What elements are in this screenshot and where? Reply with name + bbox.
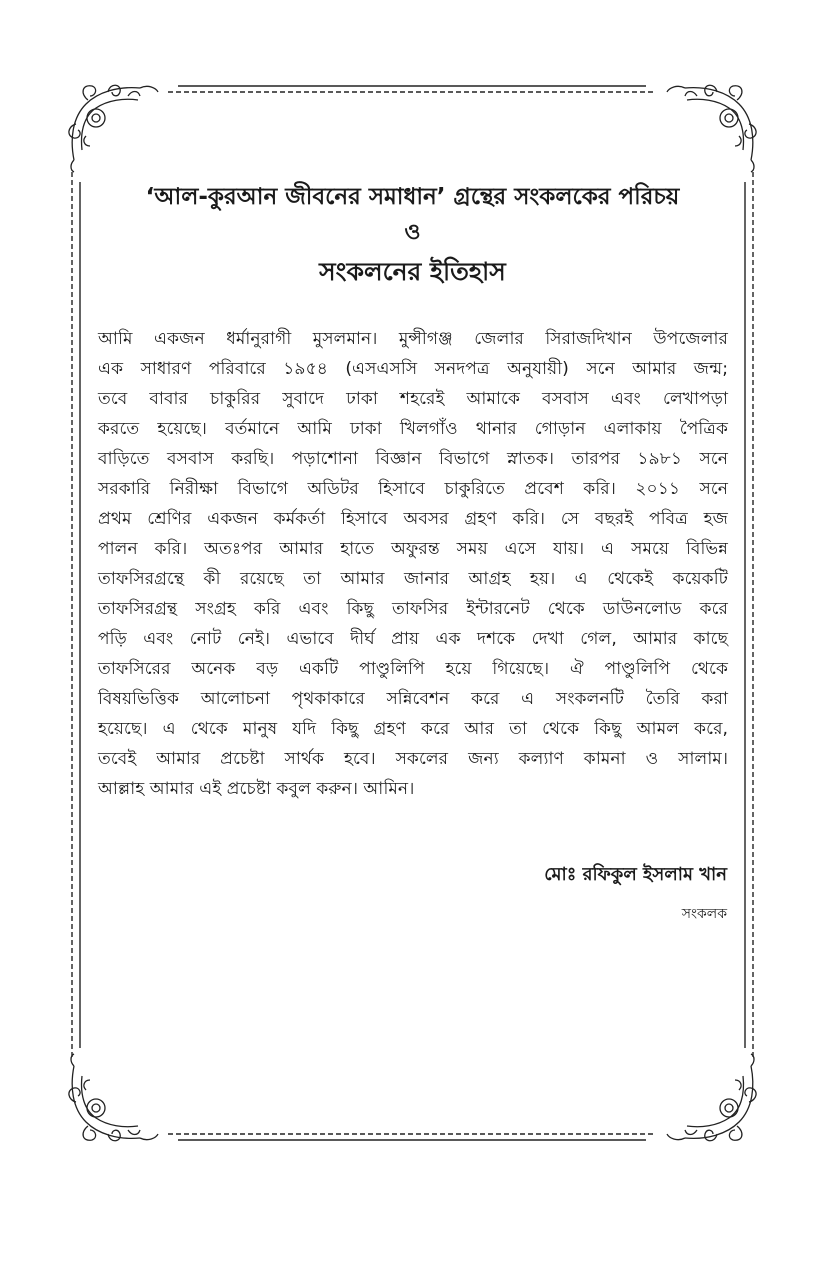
corner-ornament-top-left-icon (69, 85, 158, 172)
body-line: হয়েছে। এ থেকে মানুষ যদি কিছু গ্রহণ করে আর তা থেকে কিছু আমল করে, (98, 719, 728, 739)
body-line: বিষয়ভিত্তিক আলোচনা পৃথকাকারে সন্নিবেশন করে এ সংকলনটি তৈরি করা (98, 689, 728, 709)
corner-ornament-bottom-right-icon (667, 1054, 756, 1141)
body-line: প্রথম শ্রেণির একজন কর্মকর্তা হিসাবে অবসর গ্রহণ করি। সে বছরই পবিত্র হজ (98, 509, 728, 529)
author-role: সংকলক (681, 906, 727, 922)
body-line: তবে বাবার চাকুরির সুবাদে ঢাকা শহরেই আমাকে বসবাস এবং লেখাপড়া (98, 389, 728, 409)
corner-ornament-bottom-left-icon (69, 1054, 158, 1141)
body-line: সরকারি নিরীক্ষা বিভাগে অডিটর হিসাবে চাকুরিতে প্রবেশ করি। ২০১১ সনে (98, 479, 728, 499)
body-line: তাফসিরগ্রন্থে কী রয়েছে তা আমার জানার আগ্রহ হয়। এ থেকেই কয়েকটি (98, 569, 728, 589)
corner-ornament-top-right-icon (667, 85, 756, 172)
body-line: আমি একজন ধর্মানুরাগী মুসলমান। মুন্সীগঞ্জ জেলার সিরাজদিখান উপজেলার (98, 329, 728, 349)
body-paragraph (98, 324, 728, 804)
body-line: এক সাধারণ পরিবারে ১৯৫৪ (এসএসসি সনদপত্র অনুযায়ী) সনে আমার জন্ম; (98, 359, 728, 379)
body-line: পড়ি এবং নোট নেই। এভাবে দীর্ঘ প্রায় এক দশকে দেখা গেল, আমার কাছে (98, 629, 728, 649)
body-line: তবেই আমার প্রচেষ্টা সার্থক হবে। সকলের জন্য কল্যাণ কামনা ও সালাম। (98, 749, 728, 769)
body-line: তাফসিরের অনেক বড় একটি পাণ্ডুলিপি হয়ে গিয়েছে। ঐ পাণ্ডুলিপি থেকে (98, 659, 728, 679)
heading-line-1: ‘আল-কুরআন জীবনের সমাধান’ গ্রন্থের সংকলকের পরিচয় (145, 184, 680, 210)
body-line: তাফসিরগ্রন্থ সংগ্রহ করি এবং কিছু তাফসির ইন্টারনেট থেকে ডাউনলোড করে (98, 599, 728, 619)
author-name: মোঃ রফিকুল ইসলাম খান (544, 864, 727, 885)
heading-line-2: ও (404, 220, 421, 245)
body-line: আল্লাহ আমার এই প্রচেষ্টা কবুল করুন। আমিন। (98, 779, 415, 799)
page-heading (90, 178, 735, 294)
body-line: বাড়িতে বসবাস করছি। পড়াশোনা বিজ্ঞান বিভাগে স্নাতক। তারপর ১৯৮১ সনে (98, 449, 728, 469)
body-line: করতে হয়েছে। বর্তমানে আমি ঢাকা খিলগাঁও থানার গোড়ান এলাকায় পৈত্রিক (98, 419, 728, 439)
heading-line-3: সংকলনের ইতিহাস (319, 257, 506, 286)
body-line: পালন করি। অতঃপর আমার হাতে অফুরন্ত সময় এসে যায়। এ সময়ে বিভিন্ন (98, 539, 728, 559)
